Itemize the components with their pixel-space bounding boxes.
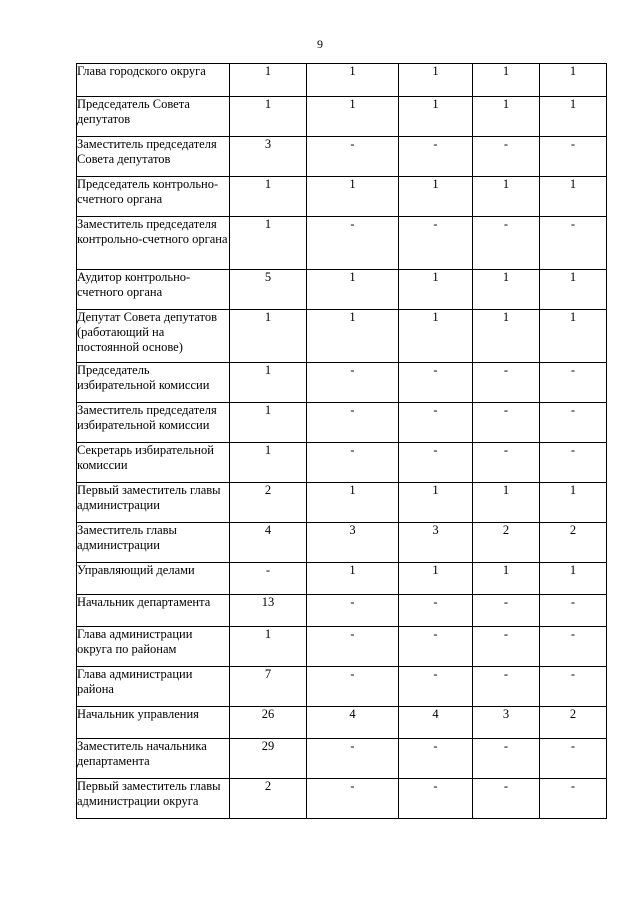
table-row xyxy=(77,483,607,523)
value-cell: 1 xyxy=(230,443,307,483)
value-cell: 2 xyxy=(473,523,540,563)
position-title: Председатель Совета депутатов xyxy=(77,97,230,137)
value-cell: - xyxy=(307,739,399,779)
value-cell: - xyxy=(399,403,473,443)
position-title: Заместитель главы администрации xyxy=(77,523,230,563)
value-cell: 1 xyxy=(230,627,307,667)
value-cell: 2 xyxy=(230,779,307,819)
value-cell: - xyxy=(307,217,399,270)
value-cell: 1 xyxy=(540,270,607,310)
value-cell: 1 xyxy=(473,64,540,97)
position-title: Заместитель председателя контрольно-счетного органа xyxy=(77,217,230,270)
value-cell: - xyxy=(307,137,399,177)
value-cell: - xyxy=(540,443,607,483)
value-cell: - xyxy=(540,667,607,707)
table-row xyxy=(77,310,607,363)
value-cell: 1 xyxy=(307,97,399,137)
position-title: Глава администрации округа по районам xyxy=(77,627,230,667)
page-number: 9 xyxy=(317,37,323,51)
table-row xyxy=(77,363,607,403)
value-cell: - xyxy=(399,627,473,667)
value-cell: 13 xyxy=(230,595,307,627)
position-title: Заместитель начальника департамента xyxy=(77,739,230,779)
value-cell: 1 xyxy=(473,177,540,217)
table-row xyxy=(77,739,607,779)
value-cell: 1 xyxy=(399,97,473,137)
table-row xyxy=(77,403,607,443)
value-cell: 1 xyxy=(473,483,540,523)
value-cell: - xyxy=(540,779,607,819)
position-title: Начальник управления xyxy=(77,707,230,739)
position-title: Глава администрации района xyxy=(77,667,230,707)
value-cell: - xyxy=(399,443,473,483)
value-cell: - xyxy=(307,627,399,667)
value-cell: 1 xyxy=(540,310,607,363)
table-row xyxy=(77,595,607,627)
value-cell: 1 xyxy=(540,64,607,97)
value-cell: - xyxy=(473,779,540,819)
value-cell: - xyxy=(540,403,607,443)
value-cell: 1 xyxy=(473,270,540,310)
value-cell: 1 xyxy=(473,310,540,363)
value-cell: - xyxy=(399,739,473,779)
value-cell: - xyxy=(473,595,540,627)
value-cell: - xyxy=(307,779,399,819)
value-cell: - xyxy=(473,667,540,707)
position-title: Первый заместитель главы администрации округа xyxy=(77,779,230,819)
value-cell: 1 xyxy=(540,563,607,595)
value-cell: 1 xyxy=(399,64,473,97)
value-cell: 1 xyxy=(399,563,473,595)
value-cell: - xyxy=(399,667,473,707)
position-title: Председатель контрольно-счетного органа xyxy=(77,177,230,217)
value-cell: 4 xyxy=(307,707,399,739)
value-cell: 1 xyxy=(307,270,399,310)
table-row xyxy=(77,177,607,217)
value-cell: - xyxy=(230,563,307,595)
value-cell: - xyxy=(473,217,540,270)
value-cell: 5 xyxy=(230,270,307,310)
value-cell: - xyxy=(540,739,607,779)
position-title: Депутат Совета депутатов (работающий на постоянной основе) xyxy=(77,310,230,363)
table-row xyxy=(77,217,607,270)
value-cell: - xyxy=(540,137,607,177)
value-cell: - xyxy=(307,667,399,707)
value-cell: 3 xyxy=(307,523,399,563)
position-title: Аудитор контрольно-счетного органа xyxy=(77,270,230,310)
table-row xyxy=(77,137,607,177)
value-cell: - xyxy=(540,595,607,627)
position-title: Управляющий делами xyxy=(77,563,230,595)
value-cell: 1 xyxy=(230,403,307,443)
value-cell: 2 xyxy=(540,523,607,563)
position-title: Председатель избирательной комиссии xyxy=(77,363,230,403)
value-cell: 29 xyxy=(230,739,307,779)
value-cell: - xyxy=(540,363,607,403)
value-cell: - xyxy=(399,137,473,177)
value-cell: 1 xyxy=(230,217,307,270)
value-cell: 1 xyxy=(307,563,399,595)
value-cell: 1 xyxy=(399,270,473,310)
table-row xyxy=(77,523,607,563)
value-cell: - xyxy=(473,403,540,443)
value-cell: - xyxy=(399,779,473,819)
value-cell: 2 xyxy=(230,483,307,523)
value-cell: 1 xyxy=(230,97,307,137)
value-cell: 4 xyxy=(399,707,473,739)
value-cell: 1 xyxy=(540,97,607,137)
value-cell: 26 xyxy=(230,707,307,739)
table-body xyxy=(77,64,607,819)
value-cell: - xyxy=(307,363,399,403)
position-title: Заместитель председателя Совета депутатов xyxy=(77,137,230,177)
value-cell: - xyxy=(473,363,540,403)
value-cell: 1 xyxy=(540,177,607,217)
table-row xyxy=(77,443,607,483)
value-cell: - xyxy=(399,595,473,627)
value-cell: 3 xyxy=(399,523,473,563)
position-title: Заместитель председателя избирательной комиссии xyxy=(77,403,230,443)
value-cell: - xyxy=(399,217,473,270)
table-row xyxy=(77,627,607,667)
value-cell: 1 xyxy=(307,483,399,523)
value-cell: 7 xyxy=(230,667,307,707)
table-row xyxy=(77,779,607,819)
position-title: Секретарь избирательной комиссии xyxy=(77,443,230,483)
value-cell: - xyxy=(399,363,473,403)
value-cell: 1 xyxy=(399,483,473,523)
value-cell: 1 xyxy=(230,177,307,217)
value-cell: 1 xyxy=(230,310,307,363)
value-cell: - xyxy=(540,627,607,667)
table-row xyxy=(77,707,607,739)
table-row xyxy=(77,667,607,707)
value-cell: - xyxy=(473,137,540,177)
value-cell: - xyxy=(473,739,540,779)
value-cell: 1 xyxy=(307,64,399,97)
value-cell: 1 xyxy=(307,310,399,363)
value-cell: - xyxy=(540,217,607,270)
position-title: Глава городского округа xyxy=(77,64,230,97)
value-cell: 1 xyxy=(230,363,307,403)
value-cell: 3 xyxy=(473,707,540,739)
table-row xyxy=(77,64,607,97)
value-cell: 1 xyxy=(473,97,540,137)
table-row xyxy=(77,563,607,595)
value-cell: 1 xyxy=(307,177,399,217)
value-cell: 1 xyxy=(473,563,540,595)
value-cell: 1 xyxy=(399,310,473,363)
positions-table xyxy=(76,63,607,819)
value-cell: 1 xyxy=(230,64,307,97)
value-cell: - xyxy=(473,627,540,667)
value-cell: 3 xyxy=(230,137,307,177)
table-row xyxy=(77,97,607,137)
value-cell: 1 xyxy=(540,483,607,523)
value-cell: - xyxy=(307,595,399,627)
value-cell: - xyxy=(307,403,399,443)
value-cell: - xyxy=(307,443,399,483)
position-title: Первый заместитель главы администрации xyxy=(77,483,230,523)
value-cell: - xyxy=(473,443,540,483)
value-cell: 2 xyxy=(540,707,607,739)
value-cell: 4 xyxy=(230,523,307,563)
value-cell: 1 xyxy=(399,177,473,217)
position-title: Начальник департамента xyxy=(77,595,230,627)
table-row xyxy=(77,270,607,310)
